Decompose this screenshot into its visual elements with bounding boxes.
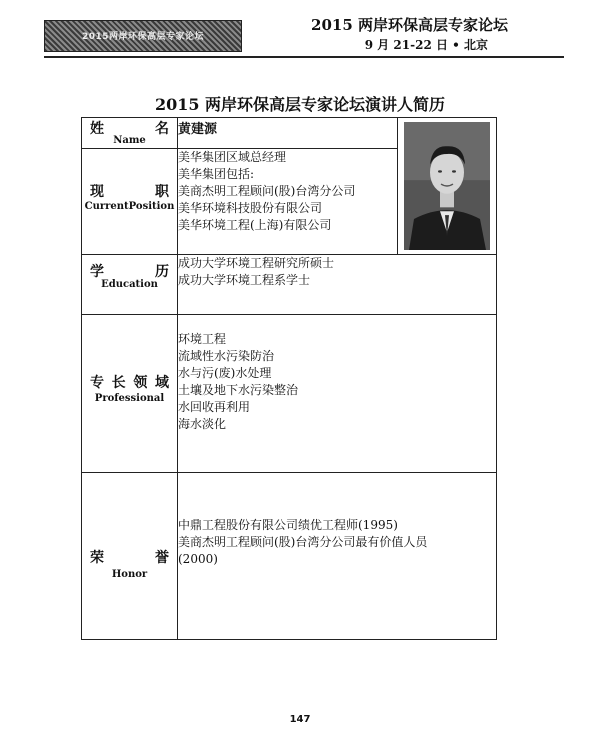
honor-label-cell (82, 473, 178, 640)
header-rule (44, 56, 564, 58)
name-value-cell (178, 118, 398, 149)
education-value-cell (178, 255, 497, 315)
page-number: 147 (289, 714, 311, 725)
position-line: 美华集团区域总经理 (178, 150, 287, 164)
photo-cell (398, 118, 497, 255)
forum-title: 2015 两岸环保高层专家论坛 (311, 16, 508, 34)
honor-value-cell (178, 473, 497, 640)
honor-line: (2000) (178, 552, 218, 566)
position-line: 美商杰明工程顾问(股)台湾分公司 (178, 184, 356, 198)
honor-line: 美商杰明工程顾问(股)台湾分公司最有价值人员 (178, 535, 428, 549)
professional-line: 环境工程 (178, 332, 227, 346)
professional-line: 海水淡化 (178, 417, 227, 431)
professional-label-cell (82, 315, 178, 473)
education-line: 成功大学环境工程系学士 (178, 273, 311, 287)
professional-line: 水与污(废)水处理 (178, 366, 272, 380)
position-line: 美华集团包括: (178, 167, 255, 181)
position-line: 美华环境科技股份有限公司 (178, 201, 323, 215)
professional-value-cell (178, 315, 497, 473)
honor-label-en: Honor (111, 569, 148, 580)
professional-label-en: Professional (94, 393, 165, 404)
forum-date: 9 月 21-22 日 • 北京 (364, 38, 488, 52)
name-label-en: Name (113, 135, 146, 146)
position-line: 美华环境工程(上海)有限公司 (178, 218, 332, 232)
professional-line: 流域性水污染防治 (178, 349, 275, 363)
page-title: 2015 两岸环保高层专家论坛演讲人简历 (154, 95, 446, 114)
banner-text: 2015两岸环保高层专家论坛 (81, 32, 205, 42)
position-value-cell (178, 149, 398, 255)
name-label-cell (82, 118, 178, 149)
honor-line: 中鼎工程股份有限公司绩优工程师(1995) (178, 518, 398, 532)
honor-label-zh: 荣誉 (90, 550, 169, 566)
education-line: 成功大学环境工程研究所硕士 (178, 256, 335, 270)
speaker-name: 黄建源 (178, 122, 218, 137)
cv-table (81, 117, 497, 640)
position-label-en: CurrentPosition (84, 201, 175, 212)
professional-line: 水回收再利用 (178, 400, 251, 414)
position-label-cell (82, 149, 178, 255)
education-label-cell (82, 255, 178, 315)
education-label-zh: 学历 (90, 264, 169, 280)
name-label-zh: 姓名 (90, 121, 169, 137)
position-label-zh: 现职 (90, 184, 169, 200)
speaker-photo (404, 122, 490, 250)
professional-line: 土壤及地下水污染整治 (178, 383, 299, 397)
header-banner (44, 20, 242, 52)
education-label-en: Education (101, 279, 158, 290)
professional-label-zh: 专长领域 (90, 375, 169, 391)
